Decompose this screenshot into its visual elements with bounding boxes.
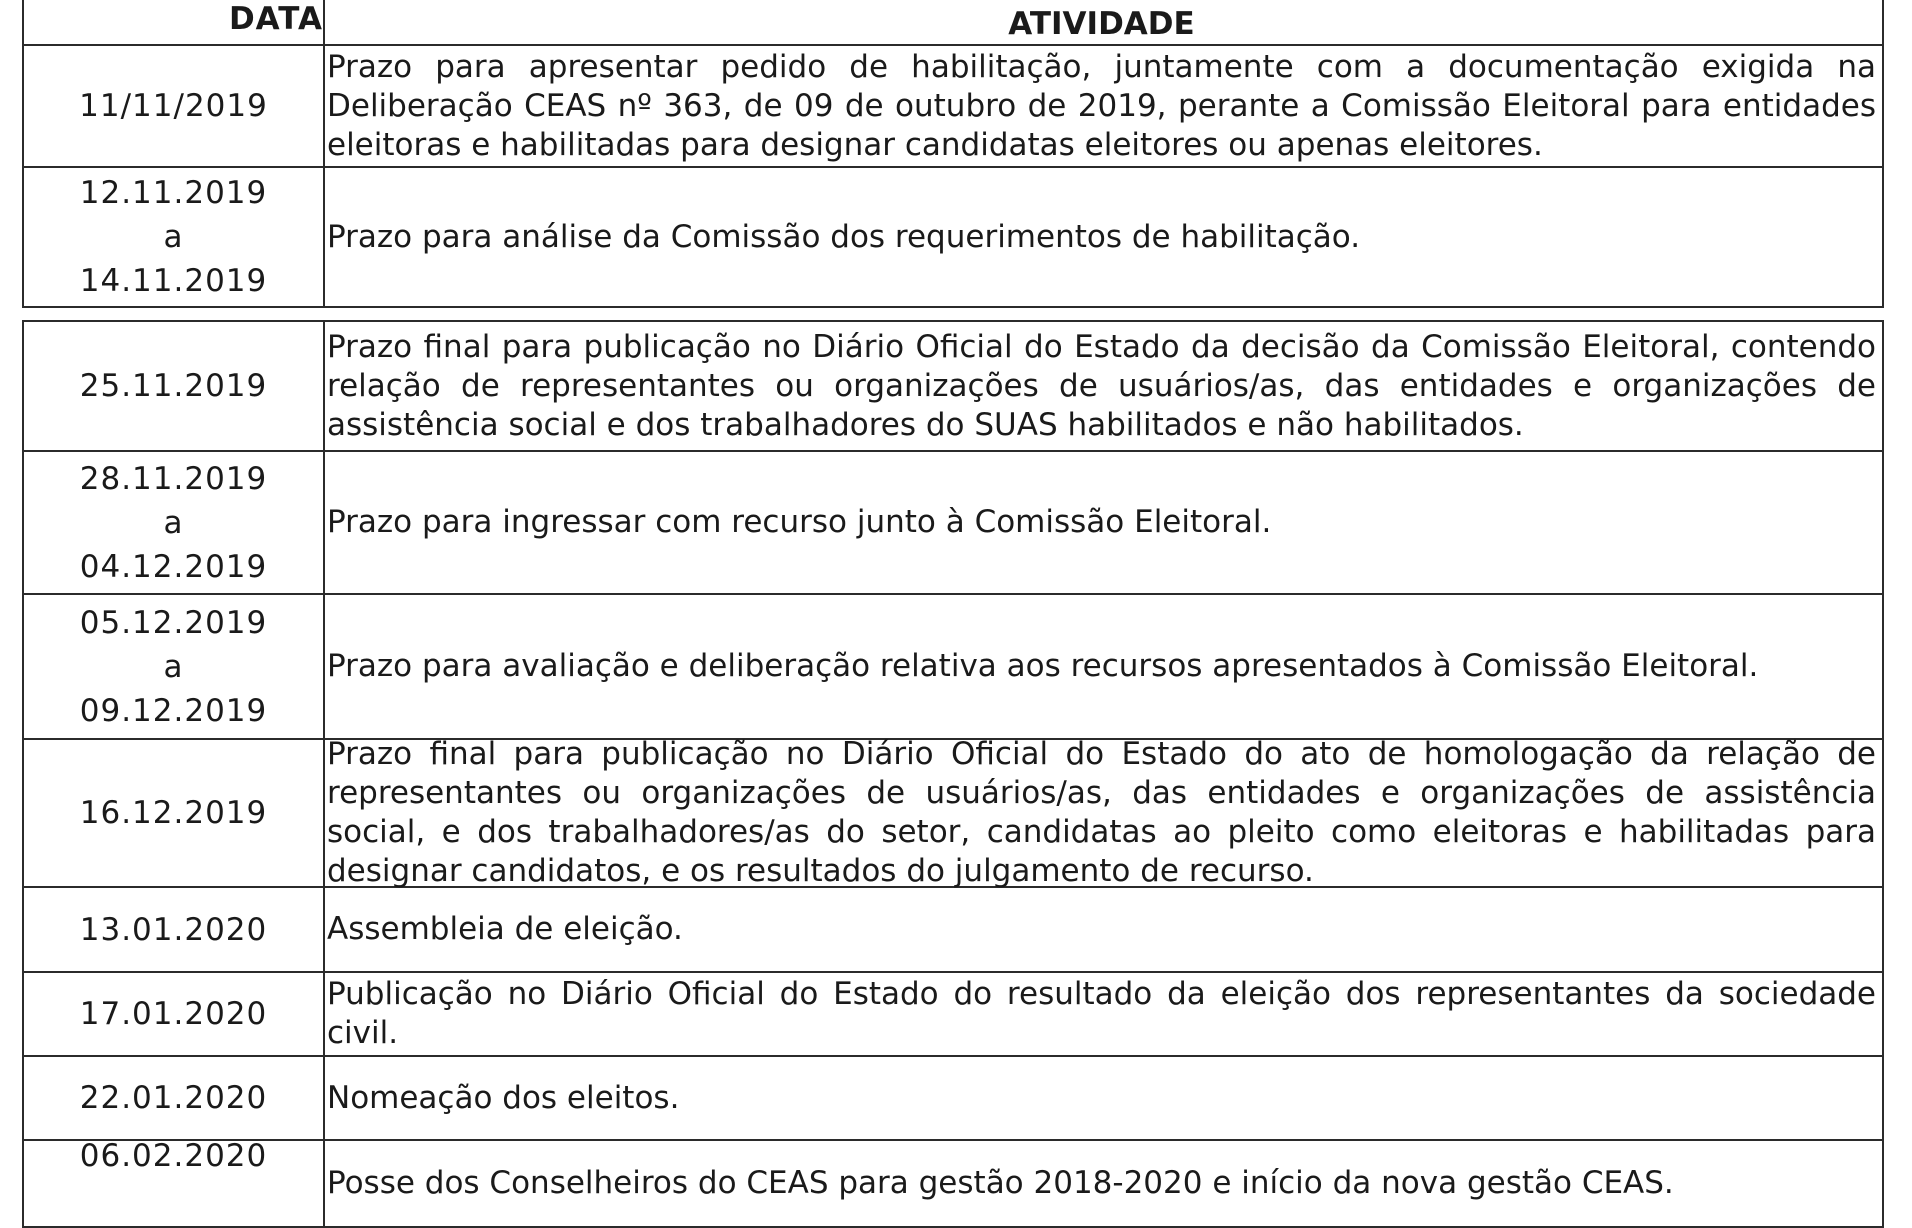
table-row bbox=[24, 1057, 1882, 1141]
date-cell: 13.01.2020 bbox=[24, 888, 325, 971]
date-cell: 16.12.2019 bbox=[24, 740, 325, 886]
date-cell: 06.02.2020 bbox=[24, 1141, 325, 1226]
table-row bbox=[24, 736, 1882, 889]
activity-cell: Prazo para análise da Comissão dos requerimentos de habilitação. bbox=[327, 218, 1361, 255]
table-row bbox=[24, 888, 1882, 973]
activity-cell: Prazo final para publicação no Diário Oficial do Estado da decisão da Comissão Eleitoral, contendo relação de representantes ou organizações de usuários/as, das entidades e organizações de assistência social e dos trabalhadores do SUAS habilitados e não habilitados. bbox=[327, 328, 1876, 443]
schedule-table-top bbox=[22, 0, 1884, 308]
table-row bbox=[24, 322, 1882, 452]
activity-cell: Prazo final para publicação no Diário Oficial do Estado do ato de homologação da relação de representantes ou organizações de usuários/as, das entidades e organizações de assistência social, e dos trabalhadores/as do setor, candidatas ao pleito como eleitoras e habilitadas para designar candidatos, e os resultados do julgamento de recurso. bbox=[327, 736, 1876, 889]
schedule-table-bottom bbox=[22, 320, 1884, 1228]
date-cell: 11/11/2019 bbox=[24, 46, 325, 166]
table-row bbox=[24, 595, 1882, 740]
table-header-row bbox=[24, 0, 1882, 46]
date-cell: 17.01.2020 bbox=[24, 973, 325, 1055]
date-column-header: DATA bbox=[24, 0, 325, 44]
activity-cell: Nomeação dos eleitos. bbox=[327, 1079, 680, 1116]
table-row bbox=[24, 168, 1882, 306]
table-row bbox=[24, 973, 1882, 1057]
table-row bbox=[24, 46, 1882, 168]
table-row bbox=[24, 452, 1882, 595]
date-cell: 22.01.2020 bbox=[24, 1057, 325, 1139]
activity-cell: Prazo para ingressar com recurso junto à Comissão Eleitoral. bbox=[327, 504, 1272, 540]
activity-column-header: ATIVIDADE bbox=[1008, 6, 1195, 42]
activity-cell: Prazo para apresentar pedido de habilitação, juntamente com a documentação exigida na Deliberação CEAS nº 363, de 09 de outubro de 2019, perante a Comissão Eleitoral para entidades eleitoras e habilitadas para designar candidatas eleitores ou apenas eleitores. bbox=[327, 48, 1876, 163]
date-cell: 12.11.2019 a 14.11.2019 bbox=[24, 168, 325, 306]
activity-cell: Assembleia de eleição. bbox=[327, 911, 683, 947]
date-cell: 28.11.2019 a 04.12.2019 bbox=[24, 452, 325, 593]
date-cell: 05.12.2019 a 09.12.2019 bbox=[24, 595, 325, 738]
date-cell: 25.11.2019 bbox=[24, 322, 325, 450]
activity-cell: Publicação no Diário Oficial do Estado do resultado da eleição dos representantes da sociedade civil. bbox=[327, 976, 1876, 1051]
activity-cell: Prazo para avaliação e deliberação relativa aos recursos apresentados à Comissão Eleitoral. bbox=[327, 648, 1759, 684]
activity-cell: Posse dos Conselheiros do CEAS para gestão 2018-2020 e início da nova gestão CEAS. bbox=[327, 1165, 1674, 1201]
table-row bbox=[24, 1138, 1882, 1226]
